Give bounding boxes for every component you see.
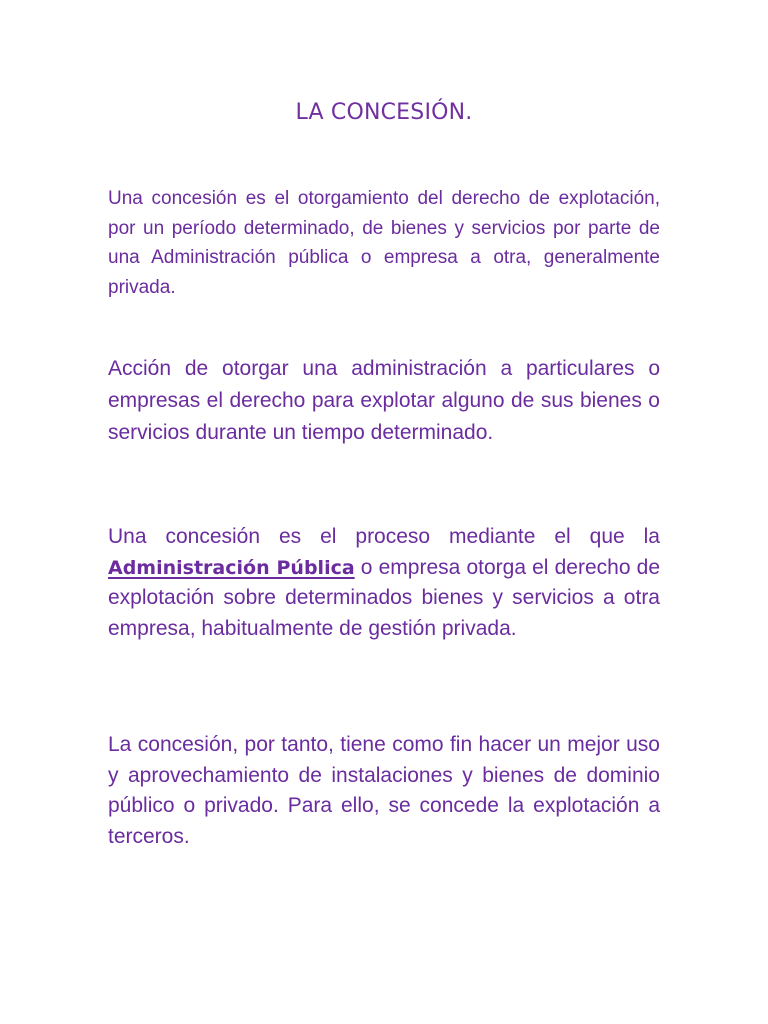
paragraph-process-text-before: Una concesión es el proceso mediante el que la: [108, 525, 660, 548]
administracion-publica-link[interactable]: Administración Pública: [108, 556, 355, 579]
paragraph-purpose: La concesión, por tanto, tiene como fin hacer un mejor uso y aprovechamiento de instalaciones y bienes de dominio público o privado. Para ello, se concede la explotación a terceros.: [108, 733, 660, 848]
paragraph-definition: Una concesión es el otorgamiento del derecho de explotación, por un período determinado, de bienes y servicios por parte de una Administración pública o empresa a otra, generalmente privada.: [108, 188, 660, 298]
document-title: LA CONCESIÓN.: [295, 100, 473, 125]
paragraph-action: Acción de otorgar una administración a particulares o empresas el derecho para explotar alguno de sus bienes o servicios durante un tiempo determinado.: [108, 357, 660, 444]
paragraph-process: [108, 522, 660, 644]
paragraph-process-text-after: o empresa otorga el derecho de explotación sobre determinados bienes y servicios a otra empresa, habitualmente de gestión privada.: [108, 555, 660, 640]
